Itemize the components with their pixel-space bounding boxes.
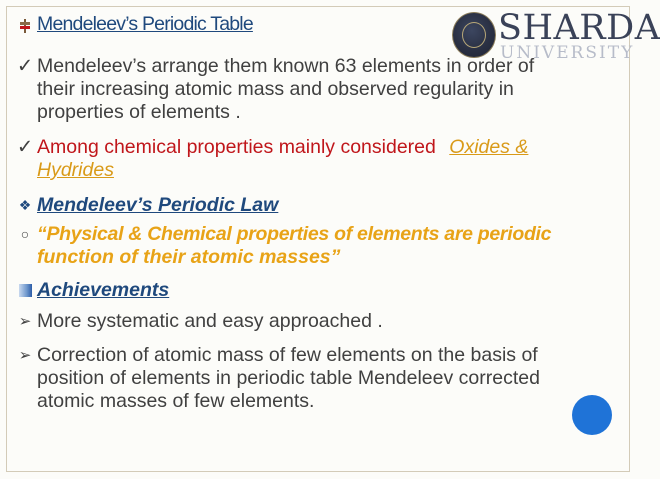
achievements-heading: Achievements [37, 279, 170, 301]
slide-circle-button[interactable] [572, 395, 612, 435]
bullet-7-line-3: atomic masses of few elements. [37, 390, 315, 412]
arrow-right-icon: ➢ [18, 347, 32, 364]
bullet-1-line-2: their increasing atomic mass and observed regularity in [37, 78, 514, 100]
bullet-1-line-1: Mendeleev’s arrange them known 63 elements in order of [37, 55, 535, 77]
bullet-2-emph-text: Oxides & [449, 136, 529, 158]
bullet-7-line-2: position of elements in periodic table Mendeleev corrected [37, 367, 540, 389]
diamond-icon: ❖ [18, 197, 32, 213]
bullet-2-line-1 [37, 136, 528, 159]
bullet-1-line-3: properties of elements . [37, 101, 241, 123]
page-title: Mendeleev’s Periodic Table [37, 13, 253, 35]
periodic-law-heading: Mendeleev’s Periodic Law [37, 194, 279, 216]
arrow-right-icon: ➢ [18, 313, 32, 330]
bullet-7-line-1: Correction of atomic mass of few elements on the basis of [37, 344, 538, 366]
bullet-2-line-2: Hydrides [37, 159, 114, 181]
circle-outline-icon: ○ [20, 226, 30, 242]
logo-seal-icon [452, 12, 496, 58]
check-icon: ✓ [16, 55, 34, 77]
square-gradient-icon [19, 284, 32, 297]
periodic-law-line-1: “Physical & Chemical properties of elements are periodic [37, 223, 552, 245]
bullet-2-main-text: Among chemical properties mainly considered [37, 136, 436, 158]
flag-icon [19, 19, 31, 33]
university-logo [452, 8, 660, 63]
bullet-6-text: More systematic and easy approached . [37, 310, 383, 332]
periodic-law-line-2: function of their atomic masses” [37, 246, 341, 268]
logo-text-sub: UNIVERSITY [500, 43, 635, 63]
check-icon: ✓ [16, 136, 34, 158]
logo-text-main: SHARDA [498, 8, 660, 48]
